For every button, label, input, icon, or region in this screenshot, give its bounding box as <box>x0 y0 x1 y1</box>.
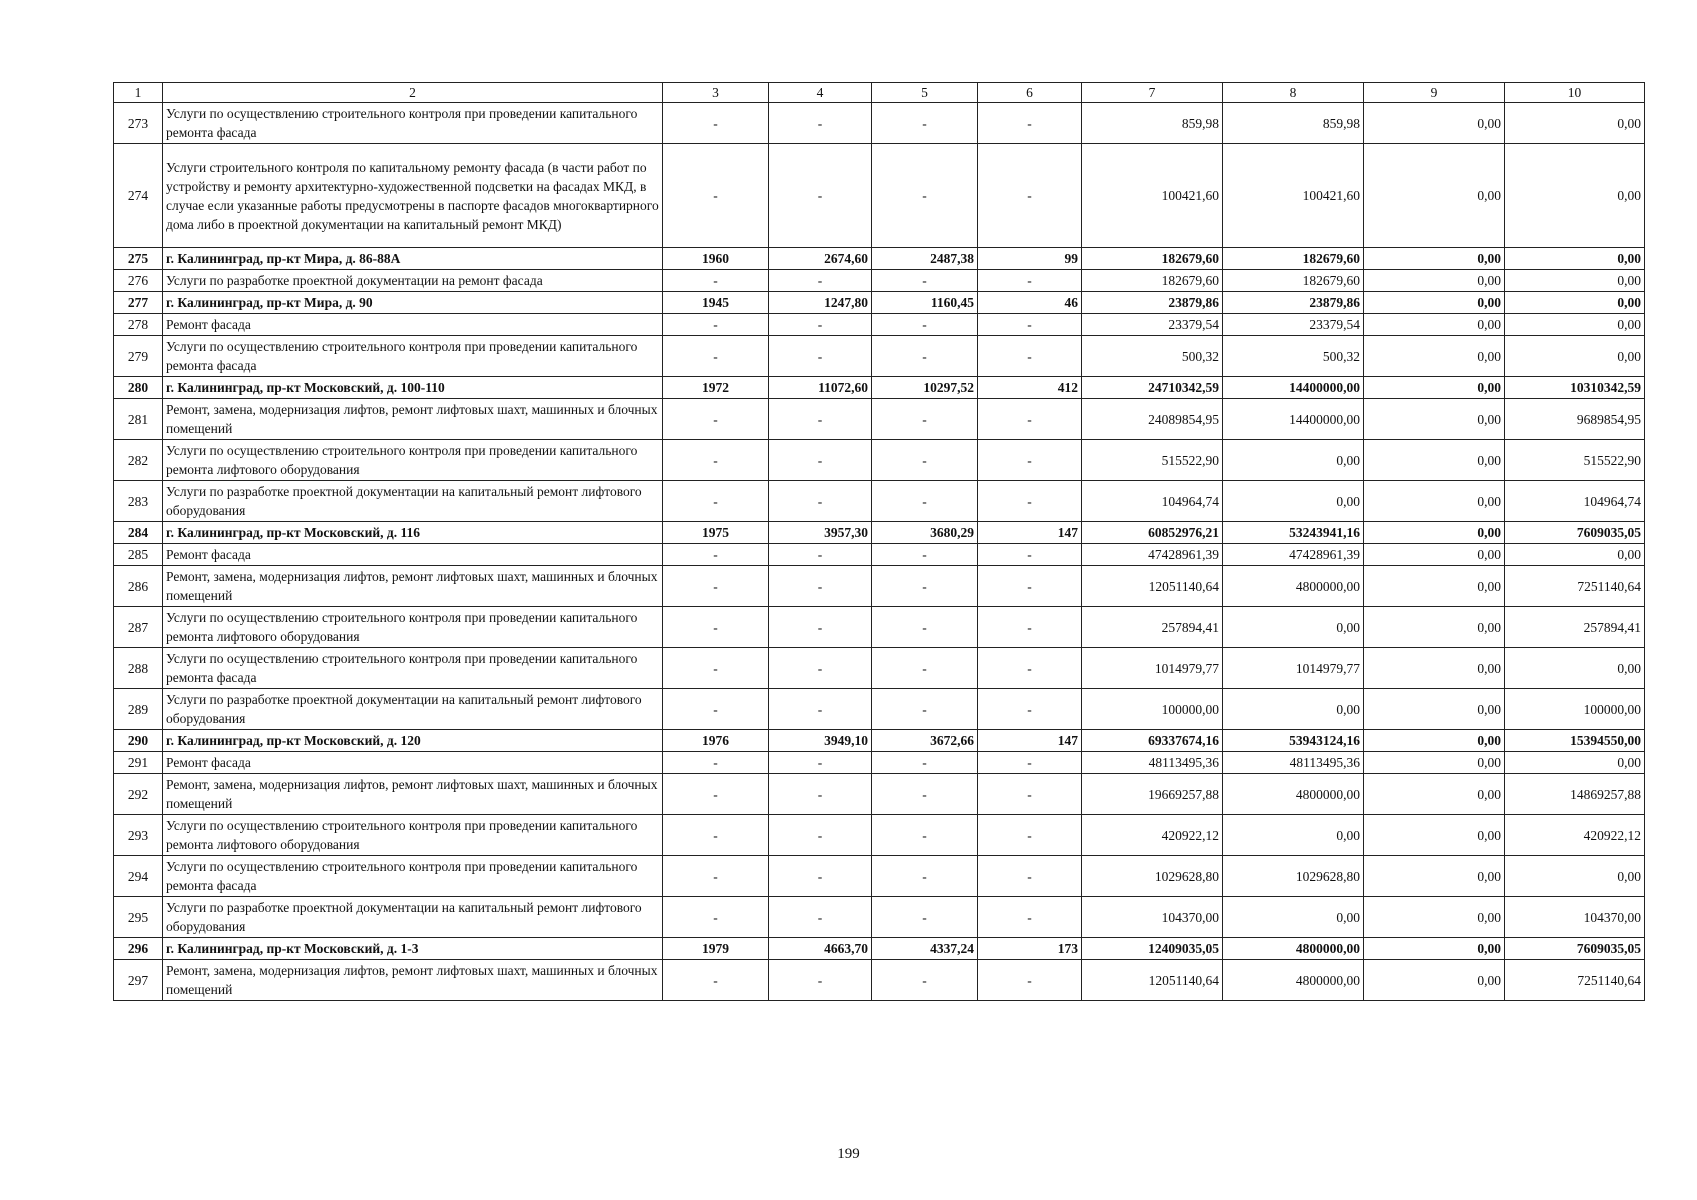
total-cost-cell: 23379,54 <box>1082 314 1223 336</box>
budget-cost-cell: 0,00 <box>1364 399 1505 440</box>
row-number: 275 <box>114 248 163 270</box>
total-cost-cell: 500,32 <box>1082 336 1223 377</box>
fund-cost-cell: 0,00 <box>1223 897 1364 938</box>
budget-cost-cell: 0,00 <box>1364 938 1505 960</box>
row-number: 277 <box>114 292 163 314</box>
total-cost-cell: 12051140,64 <box>1082 960 1223 1001</box>
row-description: г. Калининград, пр-кт Московский, д. 116 <box>163 522 663 544</box>
total-cost-cell: 19669257,88 <box>1082 774 1223 815</box>
work-item-row <box>114 103 1645 144</box>
fund-cost-cell: 859,98 <box>1223 103 1364 144</box>
total-cost-cell: 47428961,39 <box>1082 544 1223 566</box>
living-area-cell: - <box>872 103 978 144</box>
address-row <box>114 248 1645 270</box>
budget-cost-cell: 0,00 <box>1364 270 1505 292</box>
row-number: 280 <box>114 377 163 399</box>
year-cell: 1975 <box>663 522 769 544</box>
owners-cost-cell: 7609035,05 <box>1505 938 1645 960</box>
total-cost-cell: 257894,41 <box>1082 607 1223 648</box>
residents-cell: - <box>978 856 1082 897</box>
residents-cell: - <box>978 897 1082 938</box>
year-cell: - <box>663 689 769 730</box>
fund-cost-cell: 53243941,16 <box>1223 522 1364 544</box>
residents-cell: 147 <box>978 522 1082 544</box>
year-cell: - <box>663 314 769 336</box>
fund-cost-cell: 53943124,16 <box>1223 730 1364 752</box>
living-area-cell: - <box>872 399 978 440</box>
living-area-cell: 3680,29 <box>872 522 978 544</box>
row-description: Услуги по разработке проектной документации на капитальный ремонт лифтового оборудования <box>163 689 663 730</box>
total-cost-cell: 24089854,95 <box>1082 399 1223 440</box>
page-number: 199 <box>837 1146 860 1162</box>
owners-cost-cell: 7251140,64 <box>1505 566 1645 607</box>
row-description: Ремонт фасада <box>163 752 663 774</box>
fund-cost-cell: 4800000,00 <box>1223 938 1364 960</box>
total-cost-cell: 69337674,16 <box>1082 730 1223 752</box>
row-description: Ремонт, замена, модернизация лифтов, ремонт лифтовых шахт, машинных и блочных помещений <box>163 566 663 607</box>
residents-cell: - <box>978 144 1082 248</box>
budget-cost-cell: 0,00 <box>1364 648 1505 689</box>
owners-cost-cell: 0,00 <box>1505 248 1645 270</box>
living-area-cell: - <box>872 440 978 481</box>
residents-cell: - <box>978 103 1082 144</box>
year-cell: - <box>663 270 769 292</box>
row-number: 285 <box>114 544 163 566</box>
owners-cost-cell: 0,00 <box>1505 292 1645 314</box>
column-header: 2 <box>163 83 663 103</box>
row-number: 276 <box>114 270 163 292</box>
year-cell: - <box>663 566 769 607</box>
living-area-cell: - <box>872 144 978 248</box>
column-header: 4 <box>769 83 872 103</box>
fund-cost-cell: 4800000,00 <box>1223 774 1364 815</box>
residents-cell: - <box>978 648 1082 689</box>
residents-cell: - <box>978 440 1082 481</box>
budget-cost-cell: 0,00 <box>1364 730 1505 752</box>
row-description: Ремонт, замена, модернизация лифтов, ремонт лифтовых шахт, машинных и блочных помещений <box>163 399 663 440</box>
owners-cost-cell: 14869257,88 <box>1505 774 1645 815</box>
owners-cost-cell: 15394550,00 <box>1505 730 1645 752</box>
total-cost-cell: 48113495,36 <box>1082 752 1223 774</box>
fund-cost-cell: 0,00 <box>1223 440 1364 481</box>
fund-cost-cell: 14400000,00 <box>1223 377 1364 399</box>
row-number: 274 <box>114 144 163 248</box>
total-area-cell: - <box>769 774 872 815</box>
residents-cell: 412 <box>978 377 1082 399</box>
owners-cost-cell: 257894,41 <box>1505 607 1645 648</box>
work-item-row <box>114 144 1645 248</box>
living-area-cell: - <box>872 897 978 938</box>
total-area-cell: - <box>769 897 872 938</box>
total-area-cell: - <box>769 752 872 774</box>
owners-cost-cell: 0,00 <box>1505 144 1645 248</box>
row-number: 282 <box>114 440 163 481</box>
total-area-cell: - <box>769 607 872 648</box>
owners-cost-cell: 0,00 <box>1505 336 1645 377</box>
total-area-cell: - <box>769 270 872 292</box>
living-area-cell: - <box>872 960 978 1001</box>
work-item-row <box>114 648 1645 689</box>
budget-cost-cell: 0,00 <box>1364 314 1505 336</box>
budget-cost-cell: 0,00 <box>1364 377 1505 399</box>
row-number: 290 <box>114 730 163 752</box>
column-header: 7 <box>1082 83 1223 103</box>
residents-cell: - <box>978 960 1082 1001</box>
total-cost-cell: 104964,74 <box>1082 481 1223 522</box>
fund-cost-cell: 4800000,00 <box>1223 566 1364 607</box>
year-cell: 1976 <box>663 730 769 752</box>
row-number: 279 <box>114 336 163 377</box>
owners-cost-cell: 10310342,59 <box>1505 377 1645 399</box>
work-item-row <box>114 689 1645 730</box>
column-header: 10 <box>1505 83 1645 103</box>
living-area-cell: - <box>872 481 978 522</box>
residents-cell: 173 <box>978 938 1082 960</box>
row-description: Услуги по разработке проектной документации на капитальный ремонт лифтового оборудования <box>163 897 663 938</box>
row-number: 286 <box>114 566 163 607</box>
year-cell: - <box>663 897 769 938</box>
total-area-cell: - <box>769 815 872 856</box>
total-cost-cell: 100000,00 <box>1082 689 1223 730</box>
work-item-row <box>114 544 1645 566</box>
row-number: 292 <box>114 774 163 815</box>
fund-cost-cell: 500,32 <box>1223 336 1364 377</box>
living-area-cell: 3672,66 <box>872 730 978 752</box>
row-description: г. Калининград, пр-кт Мира, д. 86-88А <box>163 248 663 270</box>
work-item-row <box>114 440 1645 481</box>
residents-cell: - <box>978 399 1082 440</box>
budget-cost-cell: 0,00 <box>1364 856 1505 897</box>
row-number: 296 <box>114 938 163 960</box>
work-item-row <box>114 270 1645 292</box>
residents-cell: 147 <box>978 730 1082 752</box>
row-number: 287 <box>114 607 163 648</box>
total-area-cell: - <box>769 440 872 481</box>
fund-cost-cell: 23879,86 <box>1223 292 1364 314</box>
work-item-row <box>114 566 1645 607</box>
living-area-cell: - <box>872 648 978 689</box>
living-area-cell: 1160,45 <box>872 292 978 314</box>
row-number: 281 <box>114 399 163 440</box>
work-item-row <box>114 856 1645 897</box>
row-description: г. Калининград, пр-кт Московский, д. 100-110 <box>163 377 663 399</box>
work-item-row <box>114 752 1645 774</box>
year-cell: 1979 <box>663 938 769 960</box>
residents-cell: 99 <box>978 248 1082 270</box>
year-cell: - <box>663 144 769 248</box>
owners-cost-cell: 0,00 <box>1505 544 1645 566</box>
owners-cost-cell: 100000,00 <box>1505 689 1645 730</box>
budget-cost-cell: 0,00 <box>1364 566 1505 607</box>
row-description: Услуги по разработке проектной документации на капитальный ремонт лифтового оборудования <box>163 481 663 522</box>
address-row <box>114 938 1645 960</box>
work-item-row <box>114 960 1645 1001</box>
total-area-cell: - <box>769 314 872 336</box>
total-area-cell: - <box>769 648 872 689</box>
row-description: Ремонт, замена, модернизация лифтов, ремонт лифтовых шахт, машинных и блочных помещений <box>163 960 663 1001</box>
year-cell: 1945 <box>663 292 769 314</box>
budget-cost-cell: 0,00 <box>1364 544 1505 566</box>
living-area-cell: - <box>872 752 978 774</box>
total-area-cell: 2674,60 <box>769 248 872 270</box>
total-cost-cell: 420922,12 <box>1082 815 1223 856</box>
total-cost-cell: 1029628,80 <box>1082 856 1223 897</box>
column-header: 5 <box>872 83 978 103</box>
work-item-row <box>114 815 1645 856</box>
residents-cell: - <box>978 544 1082 566</box>
year-cell: - <box>663 752 769 774</box>
owners-cost-cell: 0,00 <box>1505 103 1645 144</box>
year-cell: - <box>663 648 769 689</box>
total-area-cell: - <box>769 566 872 607</box>
work-item-row <box>114 336 1645 377</box>
budget-cost-cell: 0,00 <box>1364 481 1505 522</box>
total-cost-cell: 515522,90 <box>1082 440 1223 481</box>
row-description: Услуги по осуществлению строительного контроля при проведении капитального ремонта фасада <box>163 648 663 689</box>
residents-cell: - <box>978 566 1082 607</box>
row-number: 297 <box>114 960 163 1001</box>
fund-cost-cell: 1014979,77 <box>1223 648 1364 689</box>
row-number: 291 <box>114 752 163 774</box>
row-number: 273 <box>114 103 163 144</box>
residents-cell: - <box>978 314 1082 336</box>
living-area-cell: - <box>872 607 978 648</box>
row-description: г. Калининград, пр-кт Московский, д. 1-3 <box>163 938 663 960</box>
residents-cell: - <box>978 270 1082 292</box>
address-row <box>114 522 1645 544</box>
total-area-cell: - <box>769 144 872 248</box>
year-cell: - <box>663 607 769 648</box>
row-number: 284 <box>114 522 163 544</box>
budget-cost-cell: 0,00 <box>1364 960 1505 1001</box>
total-area-cell: 1247,80 <box>769 292 872 314</box>
row-number: 293 <box>114 815 163 856</box>
residents-cell: 46 <box>978 292 1082 314</box>
row-description: Ремонт фасада <box>163 314 663 336</box>
living-area-cell: - <box>872 689 978 730</box>
row-number: 278 <box>114 314 163 336</box>
owners-cost-cell: 420922,12 <box>1505 815 1645 856</box>
year-cell: - <box>663 399 769 440</box>
living-area-cell: - <box>872 336 978 377</box>
budget-cost-cell: 0,00 <box>1364 336 1505 377</box>
total-area-cell: 3957,30 <box>769 522 872 544</box>
row-description: г. Калининград, пр-кт Московский, д. 120 <box>163 730 663 752</box>
total-cost-cell: 23879,86 <box>1082 292 1223 314</box>
row-description: Услуги по осуществлению строительного контроля при проведении капитального ремонта фасада <box>163 103 663 144</box>
fund-cost-cell: 0,00 <box>1223 689 1364 730</box>
living-area-cell: 10297,52 <box>872 377 978 399</box>
fund-cost-cell: 0,00 <box>1223 815 1364 856</box>
year-cell: - <box>663 774 769 815</box>
residents-cell: - <box>978 607 1082 648</box>
budget-cost-cell: 0,00 <box>1364 897 1505 938</box>
row-number: 295 <box>114 897 163 938</box>
living-area-cell: 4337,24 <box>872 938 978 960</box>
row-description: Ремонт, замена, модернизация лифтов, ремонт лифтовых шахт, машинных и блочных помещений <box>163 774 663 815</box>
residents-cell: - <box>978 481 1082 522</box>
year-cell: - <box>663 481 769 522</box>
address-row <box>114 377 1645 399</box>
total-area-cell: - <box>769 481 872 522</box>
budget-cost-cell: 0,00 <box>1364 607 1505 648</box>
capital-repair-table <box>113 82 1645 1001</box>
living-area-cell: - <box>872 774 978 815</box>
owners-cost-cell: 7609035,05 <box>1505 522 1645 544</box>
total-cost-cell: 104370,00 <box>1082 897 1223 938</box>
residents-cell: - <box>978 774 1082 815</box>
total-area-cell: - <box>769 856 872 897</box>
fund-cost-cell: 100421,60 <box>1223 144 1364 248</box>
living-area-cell: 2487,38 <box>872 248 978 270</box>
year-cell: - <box>663 544 769 566</box>
budget-cost-cell: 0,00 <box>1364 144 1505 248</box>
year-cell: - <box>663 815 769 856</box>
owners-cost-cell: 0,00 <box>1505 856 1645 897</box>
row-description: Услуги по осуществлению строительного контроля при проведении капитального ремонта лифтового оборудования <box>163 440 663 481</box>
row-description: Услуги по разработке проектной документации на ремонт фасада <box>163 270 663 292</box>
fund-cost-cell: 23379,54 <box>1223 314 1364 336</box>
work-item-row <box>114 481 1645 522</box>
total-area-cell: 4663,70 <box>769 938 872 960</box>
row-description: г. Калининград, пр-кт Мира, д. 90 <box>163 292 663 314</box>
column-header: 3 <box>663 83 769 103</box>
fund-cost-cell: 0,00 <box>1223 481 1364 522</box>
year-cell: - <box>663 440 769 481</box>
row-number: 283 <box>114 481 163 522</box>
owners-cost-cell: 7251140,64 <box>1505 960 1645 1001</box>
total-cost-cell: 24710342,59 <box>1082 377 1223 399</box>
fund-cost-cell: 47428961,39 <box>1223 544 1364 566</box>
fund-cost-cell: 182679,60 <box>1223 270 1364 292</box>
budget-cost-cell: 0,00 <box>1364 440 1505 481</box>
total-area-cell: - <box>769 336 872 377</box>
budget-cost-cell: 0,00 <box>1364 103 1505 144</box>
residents-cell: - <box>978 752 1082 774</box>
row-number: 288 <box>114 648 163 689</box>
living-area-cell: - <box>872 270 978 292</box>
total-cost-cell: 60852976,21 <box>1082 522 1223 544</box>
work-item-row <box>114 897 1645 938</box>
owners-cost-cell: 104964,74 <box>1505 481 1645 522</box>
owners-cost-cell: 0,00 <box>1505 648 1645 689</box>
total-cost-cell: 12051140,64 <box>1082 566 1223 607</box>
total-area-cell: - <box>769 103 872 144</box>
budget-cost-cell: 0,00 <box>1364 292 1505 314</box>
residents-cell: - <box>978 689 1082 730</box>
owners-cost-cell: 0,00 <box>1505 752 1645 774</box>
living-area-cell: - <box>872 815 978 856</box>
owners-cost-cell: 0,00 <box>1505 314 1645 336</box>
column-header: 6 <box>978 83 1082 103</box>
total-area-cell: - <box>769 544 872 566</box>
fund-cost-cell: 182679,60 <box>1223 248 1364 270</box>
budget-cost-cell: 0,00 <box>1364 752 1505 774</box>
total-cost-cell: 12409035,05 <box>1082 938 1223 960</box>
fund-cost-cell: 14400000,00 <box>1223 399 1364 440</box>
total-cost-cell: 859,98 <box>1082 103 1223 144</box>
year-cell: 1960 <box>663 248 769 270</box>
year-cell: 1972 <box>663 377 769 399</box>
living-area-cell: - <box>872 566 978 607</box>
fund-cost-cell: 48113495,36 <box>1223 752 1364 774</box>
owners-cost-cell: 0,00 <box>1505 270 1645 292</box>
work-item-row <box>114 774 1645 815</box>
year-cell: - <box>663 103 769 144</box>
total-area-cell: - <box>769 399 872 440</box>
work-item-row <box>114 314 1645 336</box>
total-cost-cell: 182679,60 <box>1082 270 1223 292</box>
total-area-cell: - <box>769 689 872 730</box>
year-cell: - <box>663 960 769 1001</box>
row-description: Услуги по осуществлению строительного контроля при проведении капитального ремонта лифтового оборудования <box>163 815 663 856</box>
budget-cost-cell: 0,00 <box>1364 815 1505 856</box>
living-area-cell: - <box>872 856 978 897</box>
column-header: 1 <box>114 83 163 103</box>
address-row <box>114 292 1645 314</box>
year-cell: - <box>663 336 769 377</box>
row-number: 294 <box>114 856 163 897</box>
budget-cost-cell: 0,00 <box>1364 248 1505 270</box>
living-area-cell: - <box>872 544 978 566</box>
budget-cost-cell: 0,00 <box>1364 689 1505 730</box>
work-item-row <box>114 607 1645 648</box>
total-cost-cell: 1014979,77 <box>1082 648 1223 689</box>
total-cost-cell: 182679,60 <box>1082 248 1223 270</box>
row-description: Услуги по осуществлению строительного контроля при проведении капитального ремонта лифтового оборудования <box>163 607 663 648</box>
row-description: Услуги по осуществлению строительного контроля при проведении капитального ремонта фасада <box>163 336 663 377</box>
total-area-cell: - <box>769 960 872 1001</box>
address-row <box>114 730 1645 752</box>
living-area-cell: - <box>872 314 978 336</box>
row-description: Ремонт фасада <box>163 544 663 566</box>
budget-cost-cell: 0,00 <box>1364 774 1505 815</box>
row-number: 289 <box>114 689 163 730</box>
owners-cost-cell: 104370,00 <box>1505 897 1645 938</box>
column-header: 8 <box>1223 83 1364 103</box>
total-cost-cell: 100421,60 <box>1082 144 1223 248</box>
row-description: Услуги строительного контроля по капитальному ремонту фасада (в части работ по устройству и ремонту архитектурно-художественной подсветки на фасадах МКД, в случае если указанные работы предусмотрены в паспорте фасадов многоквартирного дома либо в проектной документации на капитальный ремонт МКД) <box>163 144 663 248</box>
total-area-cell: 3949,10 <box>769 730 872 752</box>
fund-cost-cell: 1029628,80 <box>1223 856 1364 897</box>
fund-cost-cell: 4800000,00 <box>1223 960 1364 1001</box>
year-cell: - <box>663 856 769 897</box>
total-area-cell: 11072,60 <box>769 377 872 399</box>
fund-cost-cell: 0,00 <box>1223 607 1364 648</box>
residents-cell: - <box>978 815 1082 856</box>
owners-cost-cell: 515522,90 <box>1505 440 1645 481</box>
owners-cost-cell: 9689854,95 <box>1505 399 1645 440</box>
column-number-row <box>114 83 1645 103</box>
residents-cell: - <box>978 336 1082 377</box>
column-header: 9 <box>1364 83 1505 103</box>
budget-cost-cell: 0,00 <box>1364 522 1505 544</box>
row-description: Услуги по осуществлению строительного контроля при проведении капитального ремонта фасада <box>163 856 663 897</box>
work-item-row <box>114 399 1645 440</box>
